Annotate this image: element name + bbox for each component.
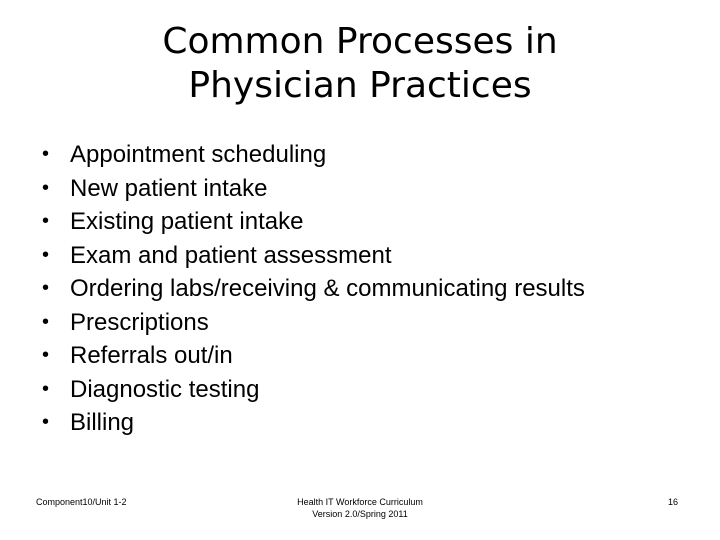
bullet-item xyxy=(38,406,585,440)
bullet-item xyxy=(38,138,585,172)
bullet-marker: • xyxy=(42,243,50,266)
bullet-text: Exam and patient assessment xyxy=(70,241,392,269)
bullet-marker: • xyxy=(42,377,50,400)
bullet-item xyxy=(38,373,585,407)
bullet-text: Prescriptions xyxy=(70,308,209,336)
bullet-item xyxy=(38,172,585,206)
bullet-item xyxy=(38,205,585,239)
footer-curriculum-line-1: Health IT Workforce Curriculum xyxy=(297,497,423,507)
bullet-marker: • xyxy=(42,210,50,232)
footer-curriculum-line-2: Version 2.0/Spring 2011 xyxy=(312,509,408,519)
bullet-marker: • xyxy=(42,143,50,165)
bullet-list xyxy=(38,138,585,440)
page-number: 16 xyxy=(667,497,678,507)
bullet-marker: • xyxy=(42,176,50,199)
bullet-text: Diagnostic testing xyxy=(70,375,260,403)
footer-curriculum-info xyxy=(260,496,460,520)
bullet-text: Existing patient intake xyxy=(70,208,304,235)
footer-component-label: Component10/Unit 1-2 xyxy=(36,497,127,507)
bullet-text: Billing xyxy=(70,409,135,436)
bullet-marker: • xyxy=(42,310,50,333)
bullet-text: Appointment scheduling xyxy=(70,141,327,168)
bullet-item xyxy=(38,239,585,273)
bullet-item xyxy=(38,339,585,373)
bullet-marker: • xyxy=(42,277,50,299)
slide-title-line-1: Common Processes in xyxy=(162,21,558,62)
bullet-marker: • xyxy=(42,344,50,366)
bullet-item xyxy=(38,272,585,306)
bullet-item xyxy=(38,306,585,340)
bullet-text: New patient intake xyxy=(70,174,268,202)
slide-title xyxy=(60,20,660,108)
bullet-marker: • xyxy=(42,411,50,433)
bullet-text: Ordering labs/receiving & communicating results xyxy=(70,275,585,302)
slide-title-line-2: Physician Practices xyxy=(188,65,532,106)
bullet-text: Referrals out/in xyxy=(70,342,233,369)
